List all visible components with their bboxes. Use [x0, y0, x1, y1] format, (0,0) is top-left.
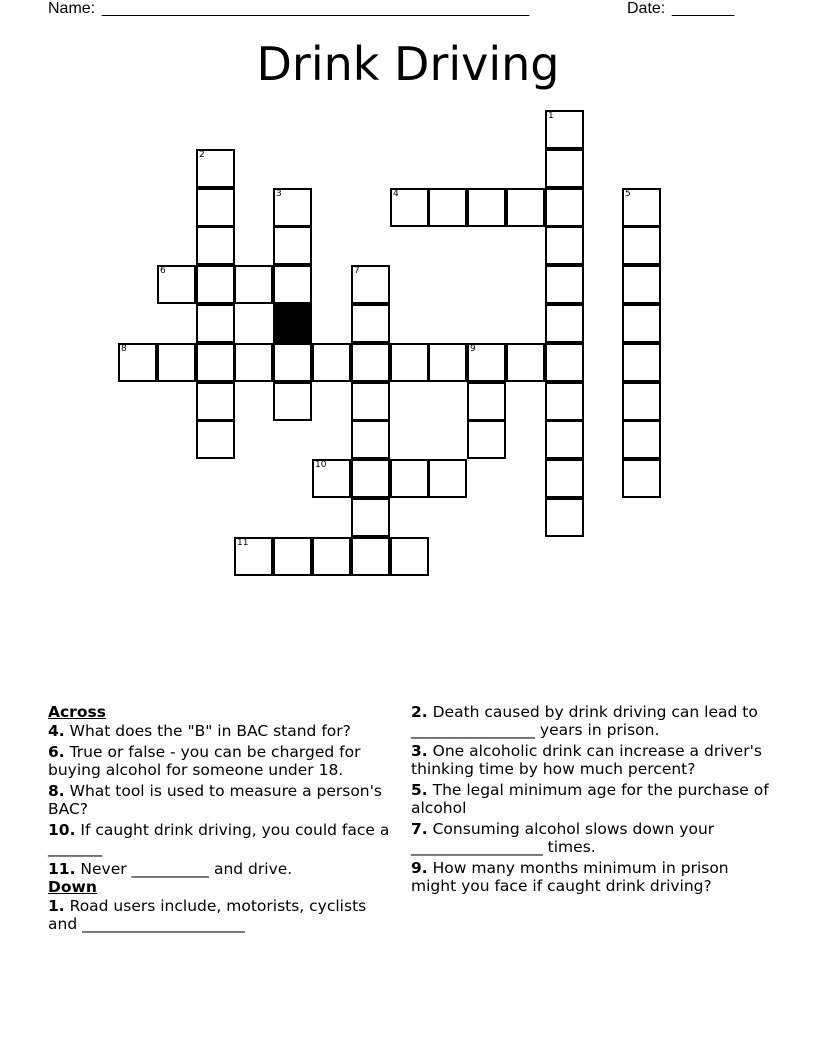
crossword-cell[interactable] [545, 226, 584, 265]
page-title: Drink Driving [256, 37, 560, 91]
clue-across-6 [48, 743, 393, 779]
crossword-cell[interactable] [545, 110, 584, 149]
crossword-cell[interactable] [467, 343, 506, 382]
crossword-cell[interactable] [196, 149, 235, 188]
clue-number: 6. [48, 743, 65, 761]
crossword-cell[interactable] [622, 226, 661, 265]
clue-number: 5. [411, 781, 428, 799]
clue-text: What does the "B" in BAC stand for? [64, 722, 351, 740]
down-heading: Down [48, 878, 97, 896]
clue-text: The legal minimum age for the purchase of alcohol [411, 781, 769, 817]
clue-number-label: 2 [199, 150, 205, 160]
crossword-cell[interactable] [351, 420, 390, 459]
clue-number-label: 10 [315, 460, 327, 470]
crossword-cell[interactable] [234, 537, 273, 576]
crossword-cell[interactable] [196, 188, 235, 227]
crossword-cell[interactable] [545, 420, 584, 459]
header [48, 0, 768, 20]
crossword-cell[interactable] [506, 188, 545, 227]
clue-number-label: 6 [160, 266, 166, 276]
crossword-cell[interactable] [545, 265, 584, 304]
crossword-cell[interactable] [545, 382, 584, 421]
crossword-cell[interactable] [622, 343, 661, 382]
crossword-cell[interactable] [467, 188, 506, 227]
crossword-cell[interactable] [312, 459, 351, 498]
across-heading: Across [48, 703, 106, 721]
crossword-cell[interactable] [545, 498, 584, 537]
crossword-cell[interactable] [428, 343, 467, 382]
crossword-cell[interactable] [545, 149, 584, 188]
clue-text: One alcoholic drink can increase a driver's thinking time by how much percent? [411, 742, 762, 778]
clue-number: 11. [48, 860, 76, 878]
crossword-cell[interactable] [157, 265, 196, 304]
crossword-cell[interactable] [390, 537, 429, 576]
crossword-cell[interactable] [312, 537, 351, 576]
name-field-line[interactable]: ________________________________________________ [102, 0, 530, 17]
clue-number: 8. [48, 782, 65, 800]
crossword-cell[interactable] [196, 343, 235, 382]
clue-down-7 [411, 820, 776, 856]
clue-number-label: 1 [548, 111, 554, 121]
clue-number: 2. [411, 703, 428, 721]
clue-text: True or false - you can be charged for buying alcohol for someone under 18. [48, 743, 361, 779]
clue-number-label: 3 [276, 189, 282, 199]
crossword-black-cell [273, 304, 312, 343]
crossword-cell[interactable] [622, 459, 661, 498]
crossword-cell[interactable] [196, 304, 235, 343]
crossword-cell[interactable] [351, 537, 390, 576]
clue-text: If caught drink driving, you could face a _______ [48, 821, 390, 857]
crossword-cell[interactable] [196, 420, 235, 459]
crossword-cell[interactable] [390, 343, 429, 382]
crossword-cell[interactable] [428, 188, 467, 227]
clue-across-10 [48, 821, 393, 857]
crossword-cell[interactable] [312, 343, 351, 382]
crossword-cell[interactable] [351, 265, 390, 304]
crossword-cell[interactable] [273, 188, 312, 227]
crossword-cell[interactable] [273, 382, 312, 421]
crossword-cell[interactable] [273, 343, 312, 382]
crossword-cell[interactable] [234, 265, 273, 304]
crossword-cell[interactable] [428, 459, 467, 498]
crossword-cell[interactable] [506, 343, 545, 382]
clue-text: Consuming alcohol slows down your _________________ times. [411, 820, 715, 856]
clue-number: 3. [411, 742, 428, 760]
date-label: Date: [627, 0, 666, 17]
clue-down-2 [411, 703, 776, 739]
crossword-cell[interactable] [390, 188, 429, 227]
crossword-cell[interactable] [622, 420, 661, 459]
crossword-cell[interactable] [390, 459, 429, 498]
crossword-cell[interactable] [351, 498, 390, 537]
clue-number: 4. [48, 722, 65, 740]
crossword-cell[interactable] [351, 304, 390, 343]
crossword-cell[interactable] [622, 265, 661, 304]
crossword-cell[interactable] [545, 459, 584, 498]
clue-down-9 [411, 859, 776, 895]
clue-number-label: 9 [470, 344, 476, 354]
crossword-cell[interactable] [622, 382, 661, 421]
clue-across-8 [48, 782, 393, 818]
clue-down-1 [48, 897, 393, 933]
clue-text: Never __________ and drive. [75, 860, 293, 878]
crossword-cell[interactable] [196, 265, 235, 304]
crossword-cell[interactable] [467, 382, 506, 421]
clues-column-right [411, 703, 776, 898]
clue-text: Road users include, motorists, cyclists and _____________________ [48, 897, 367, 933]
crossword-cell[interactable] [234, 343, 273, 382]
crossword-cell[interactable] [622, 304, 661, 343]
crossword-cell[interactable] [351, 459, 390, 498]
name-label: Name: [48, 0, 96, 17]
crossword-cell[interactable] [545, 343, 584, 382]
clue-number-label: 5 [625, 189, 631, 199]
crossword-cell[interactable] [157, 343, 196, 382]
crossword-cell[interactable] [118, 343, 157, 382]
clue-number-label: 8 [121, 344, 127, 354]
crossword-cell[interactable] [545, 188, 584, 227]
crossword-cell[interactable] [622, 188, 661, 227]
clue-number: 9. [411, 859, 428, 877]
clue-number: 1. [48, 897, 65, 915]
clue-text: What tool is used to measure a person's BAC? [48, 782, 382, 818]
crossword-cell[interactable] [467, 420, 506, 459]
clue-text: Death caused by drink driving can lead to ________________ years in prison. [411, 703, 758, 739]
crossword-cell[interactable] [351, 382, 390, 421]
clue-text: How many months minimum in prison might you face if caught drink driving? [411, 859, 729, 895]
crossword-cell[interactable] [351, 343, 390, 382]
clue-across-11 [48, 860, 393, 878]
date-field-line[interactable]: _______ [672, 0, 735, 17]
clue-across-4 [48, 722, 393, 740]
clue-down-3 [411, 742, 776, 778]
clue-number: 7. [411, 820, 428, 838]
crossword-cell[interactable] [273, 226, 312, 265]
clues-column-left [48, 703, 393, 936]
crossword-cell[interactable] [273, 265, 312, 304]
crossword-cell[interactable] [545, 304, 584, 343]
clue-number: 10. [48, 821, 76, 839]
clue-number-label: 7 [354, 266, 360, 276]
clue-number-label: 4 [393, 189, 399, 199]
clue-number-label: 11 [237, 538, 249, 548]
crossword-cell[interactable] [273, 537, 312, 576]
crossword-cell[interactable] [196, 382, 235, 421]
clue-down-5 [411, 781, 776, 817]
crossword-cell[interactable] [196, 226, 235, 265]
